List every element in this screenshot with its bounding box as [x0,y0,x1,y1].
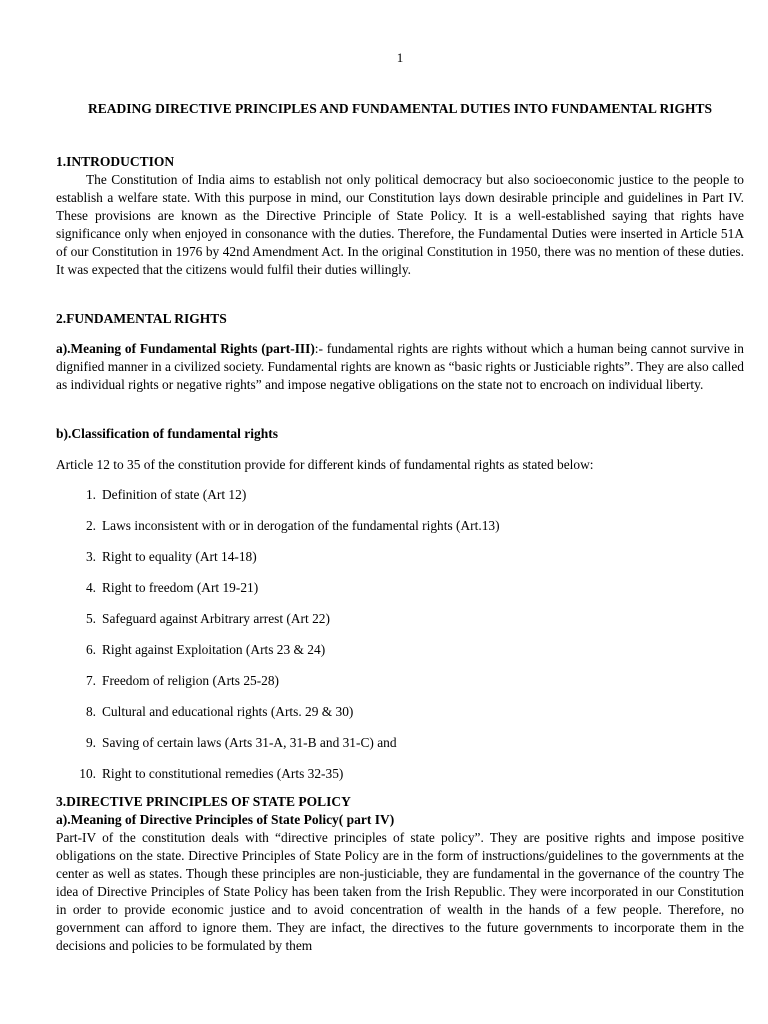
fr-classification-heading-block [56,425,744,443]
dpsp-section [56,793,744,955]
introduction-paragraph: The Constitution of India aims to establish not only political democracy but also socioeconomic justice to the people to establish a welfare state. With this purpose in mind, our Constitution lays down desirable principle and guidelines in Part IV. These provisions are known as the Directive Principle of State Policy. It is a well-established saying that rights have significance only when enjoyed in consonance with the duties. Therefore, the Fundamental Duties were inserted in Article 51A of our Constitution in 1976 by 42nd Amendment Act. In the original Constitution in 1950, there was no mention of these duties. It was expected that the citizens would fulfil their duties willingly. [56,172,744,277]
dpsp-subheading: a).Meaning of Directive Principles of State Policy( part IV) [56,812,395,827]
fr-meaning-label: a).Meaning of Fundamental Rights (part-III) [56,341,315,356]
list-item: 8. Cultural and educational rights (Arts. 29 & 30) [85,704,354,719]
list-item: 2. Laws inconsistent with or in derogation of the fundamental rights (Art.13) [85,518,500,533]
page-number: 1 [396,50,404,65]
fr-meaning-section [56,340,744,394]
fr-meaning-paragraph [56,340,744,394]
fr-list-block [56,486,744,796]
list-item: 6. Right against Exploitation (Arts 23 & 24) [85,642,326,657]
fundamental-rights-heading-block [56,310,744,328]
list-item: 10. Right to constitutional remedies (Arts 32-35) [79,766,344,781]
fr-article-intro: Article 12 to 35 of the constitution provide for different kinds of fundamental rights as stated below: [56,457,594,472]
fr-meaning-text: :- fundamental rights are rights without which a human being cannot survive in dignified manner in a civilized society. Fundamental rights are known as “basic rights or Justiciable rights”. They are also called as individual rights or negative rights” and impose negative obligations on the state not to encroach on individual liberty. [56,341,745,392]
list-item: 9. Saving of certain laws (Arts 31-A, 31-B and 31-C) and [85,735,397,750]
introduction-section [56,153,744,279]
list-item: 5. Safeguard against Arbitrary arrest (Art 22) [85,611,330,626]
fundamental-rights-heading: 2.FUNDAMENTAL RIGHTS [56,311,227,326]
list-item: 4. Right to freedom (Art 19-21) [85,580,259,595]
dpsp-paragraph: Part-IV of the constitution deals with “directive principles of state policy”. They are positive rights and impose positive obligations on the state. Directive Principles of State Policy are in the form of instructions/guidelines to the governments at the center as well as states. Though these principles are non-justiciable, they are fundamental in the governance of the country The idea of Directive Principles of State Policy has been taken from the Irish Republic. They were incorporated in our Constitution in order to provide economic justice and to avoid concentration of wealth in the hands of a few people. Therefore, no government can afford to ignore them. They are infact, the directives to the future governments to incorporate them in the decisions and policies to be formulated by them [56,830,744,953]
list-item: 1. Definition of state (Art 12) [85,487,247,502]
dpsp-heading: 3.DIRECTIVE PRINCIPLES OF STATE POLICY [56,794,351,809]
list-item: 7. Freedom of religion (Arts 25-28) [85,673,280,688]
fr-article-intro-block [56,456,744,474]
fr-list [56,486,744,783]
fr-classification-heading: b).Classification of fundamental rights [56,426,279,441]
list-item: 3. Right to equality (Art 14-18) [85,549,257,564]
document-title: READING DIRECTIVE PRINCIPLES AND FUNDAMENTAL DUTIES INTO FUNDAMENTAL RIGHTS [87,101,713,116]
introduction-heading: 1.INTRODUCTION [56,154,175,169]
